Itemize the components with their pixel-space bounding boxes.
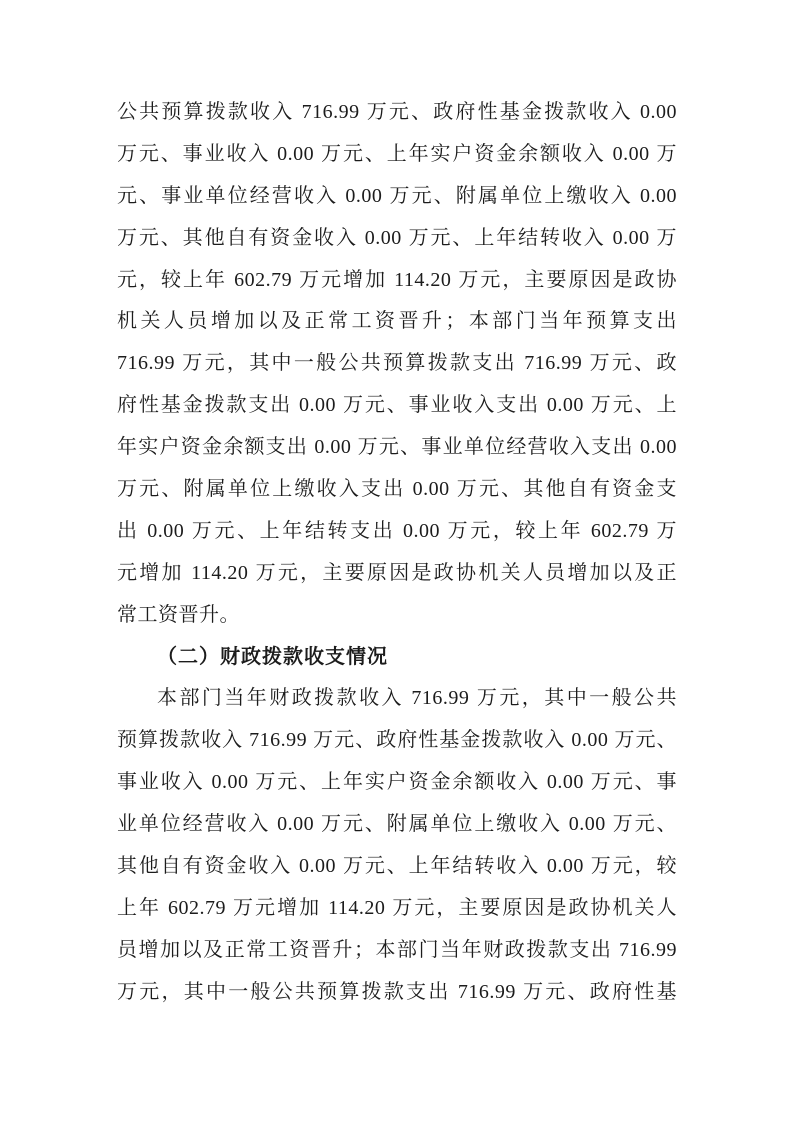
paragraph-end-line: 常工资晋升。 — [117, 603, 240, 626]
text-line: 元，较上年 602.79 万元增加 114.20 万元，主要原因是政协 — [117, 268, 677, 291]
text-line: 员增加以及正常工资晋升；本部门当年财政拨款支出 716.99 — [117, 938, 677, 961]
text-line: 716.99 万元，其中一般公共预算拨款支出 716.99 万元、政 — [117, 352, 677, 375]
text-line: 元、事业单位经营收入 0.00 万元、附属单位上缴收入 0.00 — [117, 184, 677, 207]
text-line: 其他自有资金收入 0.00 万元、上年结转收入 0.00 万元，较 — [117, 855, 677, 878]
text-line: 事业收入 0.00 万元、上年实户资金余额收入 0.00 万元、事 — [117, 771, 677, 794]
text-line: 年实户资金余额支出 0.00 万元、事业单位经营收入支出 0.00 — [117, 436, 677, 459]
text-line: 万元、事业收入 0.00 万元、上年实户资金余额收入 0.00 万 — [117, 142, 677, 165]
text-line: 万元、其他自有资金收入 0.00 万元、上年结转收入 0.00 万 — [117, 226, 677, 249]
text-line: 元增加 114.20 万元，主要原因是政协机关人员增加以及正 — [117, 561, 677, 584]
paragraph-start-line: 本部门当年财政拨款收入 716.99 万元，其中一般公共 — [157, 687, 677, 710]
text-line: 业单位经营收入 0.00 万元、附属单位上缴收入 0.00 万元、 — [117, 813, 677, 836]
text-block — [117, 92, 677, 1014]
text-line: 公共预算拨款收入 716.99 万元、政府性基金拨款收入 0.00 — [117, 101, 677, 123]
text-line: 上年 602.79 万元增加 114.20 万元，主要原因是政协机关人 — [117, 896, 677, 919]
text-line: 出 0.00 万元、上年结转支出 0.00 万元，较上年 602.79 万 — [117, 519, 677, 542]
section-heading: （二）财政拨款收支情况 — [157, 645, 388, 668]
text-line: 预算拨款收入 716.99 万元、政府性基金拨款收入 0.00 万元、 — [117, 729, 677, 752]
text-line: 机关人员增加以及正常工资晋升；本部门当年预算支出 — [117, 310, 677, 333]
text-line: 万元、附属单位上缴收入支出 0.00 万元、其他自有资金支 — [117, 478, 677, 501]
text-line: 府性基金拨款支出 0.00 万元、事业收入支出 0.00 万元、上 — [117, 394, 677, 417]
text-line: 万元，其中一般公共预算拨款支出 716.99 万元、政府性基 — [117, 980, 677, 1003]
